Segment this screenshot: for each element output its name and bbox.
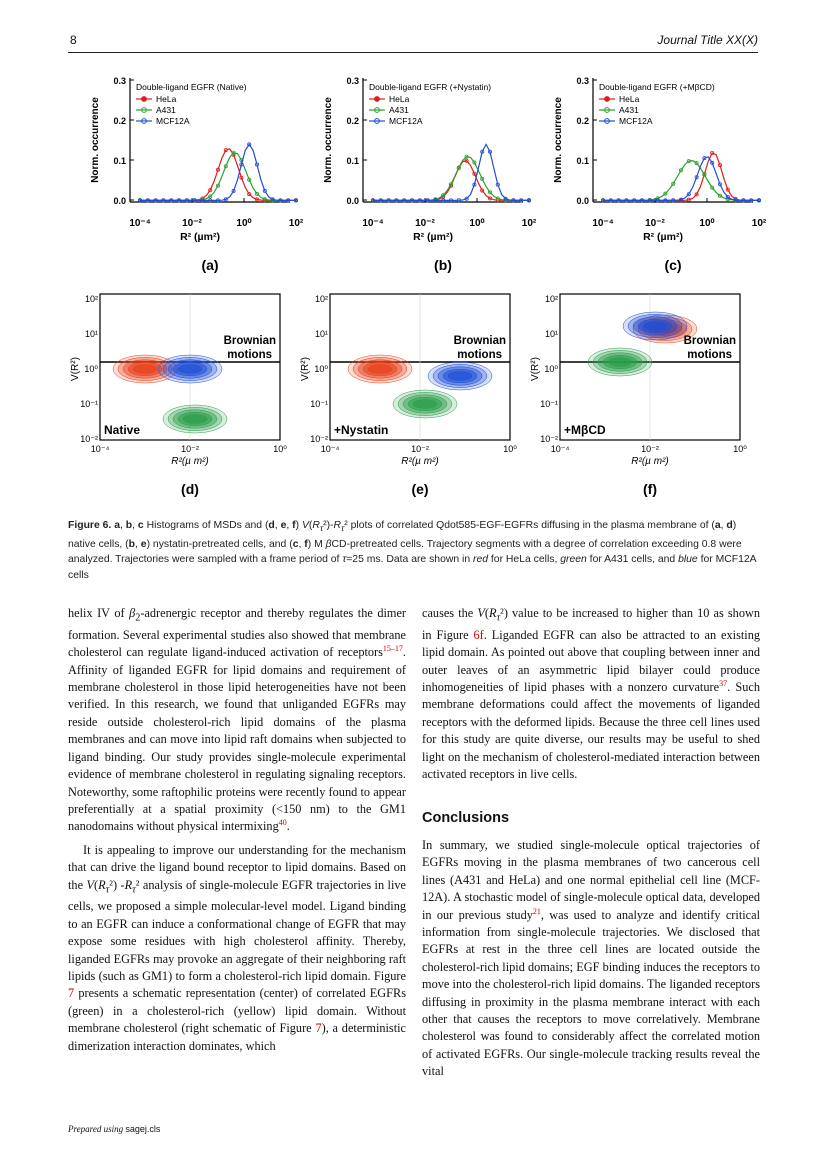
legend-label: HeLa xyxy=(156,94,177,104)
footer-prefix: Prepared using xyxy=(68,1124,126,1134)
legend-label: A431 xyxy=(619,105,639,115)
right-column xyxy=(422,605,760,1081)
x-tick-label: 10⁻² xyxy=(415,218,435,229)
y-axis-label: Norm. occurrence xyxy=(90,97,101,183)
y-axis-label: V(R²) xyxy=(530,357,541,381)
y-tick-label: 10⁰ xyxy=(84,364,98,374)
panel-letter: (d) xyxy=(181,481,199,497)
density-contour xyxy=(448,372,472,381)
x-tick-label: 10⁰ xyxy=(733,444,747,454)
y-axis-label: V(R²) xyxy=(300,357,311,381)
x-axis-label: R²(µ m²) xyxy=(401,456,439,467)
y-tick-label: 0.2 xyxy=(113,116,126,126)
legend-marker xyxy=(375,97,380,102)
y-tick-label: 0.1 xyxy=(113,156,126,166)
density-contour xyxy=(183,415,207,424)
x-tick-label: 10⁻⁴ xyxy=(129,218,151,229)
density-contour xyxy=(608,358,632,367)
annotation-motions: motions xyxy=(687,349,732,361)
paragraph: causes the $V(R_\tau^2)$ value to be increased to higher than 10 as shown in Figure 6f. Liganded EGFR can also be attracted to an existing lipid domain. As pointed out above that coupling between inner and outer leaves of an asymmetric lipid bilayer could produce inhomogeneities of lipid phases with a nonzero curvature$^{37}$. Such membrane deformations could affect the movements of liganded receptors with the deformed lipids. Because the three cell lines used for this study are quite diverse, our results may be useful to shed light on the mechanism of cholesterol-mediated interaction between activated receptors in live cells. xyxy=(422,606,760,782)
histogram-panel-2 xyxy=(323,76,537,273)
series-line-a431 xyxy=(373,157,529,201)
y-tick-label: 0.1 xyxy=(576,156,589,166)
annotation-brownian: Brownian xyxy=(453,335,506,347)
footer-cls: sagej.cls xyxy=(125,1124,161,1134)
x-tick-label: 10⁰ xyxy=(469,218,485,229)
x-tick-label: 10⁻² xyxy=(641,444,659,454)
panel-letter: (f) xyxy=(643,481,657,497)
density-panel-3 xyxy=(530,294,747,497)
legend-label: A431 xyxy=(156,105,176,115)
annotation-brownian: Brownian xyxy=(683,335,736,347)
histogram-panel-3 xyxy=(553,76,767,273)
x-axis-label: R² (µm²) xyxy=(180,231,220,243)
x-tick-label: 10⁰ xyxy=(236,218,252,229)
y-tick-label: 0.3 xyxy=(576,76,589,86)
x-tick-label: 10⁻² xyxy=(182,218,202,229)
series-line-hela xyxy=(140,149,296,201)
y-tick-label: 0.0 xyxy=(576,196,589,206)
panel-letter: (e) xyxy=(411,481,429,497)
page-footer xyxy=(68,1124,160,1134)
annotation-motions: motions xyxy=(457,349,502,361)
x-tick-label: 10⁻⁴ xyxy=(320,444,340,454)
figure-6 xyxy=(68,66,767,516)
y-tick-label: 10² xyxy=(84,294,98,304)
panel-letter: (b) xyxy=(434,257,452,273)
legend-label: HeLa xyxy=(389,94,410,104)
y-tick-label: 0.0 xyxy=(113,196,126,206)
y-axis-label: Norm. occurrence xyxy=(323,97,334,183)
page-number: 8 xyxy=(70,33,77,47)
x-tick-label: 10⁰ xyxy=(699,218,715,229)
legend-label: A431 xyxy=(389,105,409,115)
condition-label: +MβCD xyxy=(564,423,606,437)
x-tick-label: 10⁻⁴ xyxy=(90,444,110,454)
y-tick-label: 0.3 xyxy=(113,76,126,86)
annotation-motions: motions xyxy=(227,349,272,361)
annotation-brownian: Brownian xyxy=(223,335,276,347)
condition-label: +Nystatin xyxy=(334,423,389,437)
panel-letter: (c) xyxy=(664,257,682,273)
series-line-a431 xyxy=(140,153,296,201)
x-axis-label: R² (µm²) xyxy=(643,231,683,243)
condition-label: Native xyxy=(104,423,141,437)
series-line-mcf12a xyxy=(373,144,529,200)
y-tick-label: 10⁰ xyxy=(314,364,328,374)
series-line-hela xyxy=(603,153,759,200)
y-tick-label: 10¹ xyxy=(314,329,328,339)
x-axis-label: R² (µm²) xyxy=(413,231,453,243)
y-tick-label: 0.3 xyxy=(346,76,359,86)
y-tick-label: 10¹ xyxy=(544,329,558,339)
x-axis-label: R²(µ m²) xyxy=(171,456,209,467)
paragraph: It is appealing to improve our understanding for the mechanism that can drive the ligand bound receptor to lipid domains. Based on the $V(R_\tau^2)$ $-R_\tau^2$ analysis of single-molecule EGFR trajectories in live cells, we proposed a simple molecular-level model. Ligand binding to an EGFR can induce a conformational change of EGFR that may expose some residues with high cholesterol affinity. Thereby, liganded EGFRs may provoke an aggregate of their neighboring raft lipids (such as GM1) to form a cholesterol-rich lipid domain. Figure 7 presents a schematic representation (center) of correlated EGFRs (green) in a cholesterol-rich (yellow) lipid domain. Without membrane cholesterol (right schematic of Figure 7), a deterministic dimerization interaction dominates, which xyxy=(68,842,407,1053)
y-axis-label: V(R²) xyxy=(70,357,81,381)
y-tick-label: 10⁻¹ xyxy=(310,399,328,409)
section-heading: Conclusions xyxy=(422,809,510,826)
y-tick-label: 10⁰ xyxy=(544,364,558,374)
series-line-mcf12a xyxy=(603,157,759,201)
page-header xyxy=(68,30,758,52)
y-axis-label: Norm. occurrence xyxy=(553,97,564,183)
x-tick-label: 10⁻⁴ xyxy=(592,218,614,229)
y-tick-label: 10⁻² xyxy=(80,434,98,444)
x-tick-label: 10⁰ xyxy=(503,444,517,454)
density-contour xyxy=(178,365,202,374)
series-line-mcf12a xyxy=(140,144,296,200)
legend-label: MCF12A xyxy=(389,116,423,126)
y-tick-label: 10⁻² xyxy=(310,434,328,444)
panel-letter: (a) xyxy=(201,257,219,273)
paragraph: helix IV of $\beta_2$-adrenergic receptor and thereby regulates the dimer formation. Several experimental studies also showed that membrane cholesterol can regulate ligand-induced activation of receptors$^{15-17}$. Affinity of liganded EGFR for lipid domains and requirement of membrane cholesterol in those lipid heterogeneities have not been verified. In this research, we found that unliganded EGFRs may reside outside cholesterol-rich lipid domains of the plasma membranes and can move into lipid raft domains when subjected to ligand binding. Our study provides single-molecule experimental evidence of membrane cholesterol in regulating signaling receptors. Noteworthy, some raftophilic proteins were recently found to appear preferentially at a spatial proximity (<150 nm) to the GM1 nanodomains without physical intermixing$^{40}$. xyxy=(68,606,406,834)
y-tick-label: 10⁻¹ xyxy=(80,399,98,409)
legend-title: Double-ligand EGFR (Native) xyxy=(136,82,247,92)
x-tick-label: 10⁻² xyxy=(181,444,199,454)
density-panel-1 xyxy=(70,294,287,497)
legend-label: MCF12A xyxy=(619,116,653,126)
legend-label: HeLa xyxy=(619,94,640,104)
y-tick-label: 10⁻¹ xyxy=(540,399,558,409)
x-tick-label: 10⁻⁴ xyxy=(550,444,570,454)
x-tick-label: 10² xyxy=(288,218,304,229)
histogram-panel-1 xyxy=(90,76,304,273)
x-tick-label: 10⁻⁴ xyxy=(362,218,384,229)
x-axis-label: R²(µ m²) xyxy=(631,456,669,467)
y-tick-label: 10² xyxy=(544,294,558,304)
x-tick-label: 10² xyxy=(751,218,767,229)
caption-label: Figure 6. xyxy=(68,520,112,531)
legend-title: Double-ligand EGFR (+Nystatin) xyxy=(369,82,492,92)
x-tick-label: 10⁰ xyxy=(273,444,287,454)
x-tick-label: 10⁻² xyxy=(645,218,665,229)
y-tick-label: 0.2 xyxy=(576,116,589,126)
density-contour xyxy=(133,365,157,374)
y-tick-label: 0.0 xyxy=(346,196,359,206)
journal-title: Journal Title XX(X) xyxy=(657,33,758,47)
legend-title: Double-ligand EGFR (+MβCD) xyxy=(599,82,715,92)
density-panel-2 xyxy=(300,294,517,497)
x-tick-label: 10⁻² xyxy=(411,444,429,454)
y-tick-label: 0.1 xyxy=(346,156,359,166)
header-rule xyxy=(68,52,758,53)
figure-caption xyxy=(68,518,760,583)
left-column xyxy=(68,605,406,1055)
paragraph: In summary, we studied single-molecule optical trajectories of EGFRs moving in the plasma membranes of two cancerous cell lines (A431 and HeLa) and one normal epithelial cell line (MCF-12A). A stochastic model of single-molecule optical data, developed in our previous study$^{21}$, was used to analyze and identify critical information from single-molecule trajectories. We disclosed that EGFRs at rest in the three cell lines are located outside the cholesterol-rich lipid domains; EGF binding induces the receptors to move into the cholesterol-rich lipid domains. The liganded receptors diffusing in proximity in the plasma membrane interact with each other that causes the receptors to move correlatively. Membrane cholesterol was found to considerably affect the correlated motion of activated EGFRs. Our single-molecule tracking results reveal the vital xyxy=(422,837,760,1079)
y-tick-label: 10² xyxy=(314,294,328,304)
legend-marker xyxy=(605,97,610,102)
series-line-hela xyxy=(373,161,529,201)
y-tick-label: 10⁻² xyxy=(540,434,558,444)
density-contour xyxy=(413,400,437,409)
caption-text: a, b, c Histograms of MSDs and (d, e, f) $V(R_\tau^2)-R_\tau^2$ plots of correlated Qdot585-EGF-EGFRs diffusing in the plasma membrane of (a, d) native cells, (b, e) nystatin-pretreated cells, and (c, f) M βCD-pretreated cells. Trajectory segments with a degree of correlation exceeding 0.8 were analyzed. Trajectories were sampled with a frame period of τ=25 ms. Data are shown in red for HeLa cells, green for A431 cells, and blue for MCF12A cells xyxy=(68,520,757,581)
density-contour xyxy=(368,365,392,374)
density-contour xyxy=(643,322,667,331)
legend-label: MCF12A xyxy=(156,116,190,126)
legend-marker xyxy=(142,97,147,102)
y-tick-label: 10¹ xyxy=(84,329,98,339)
x-tick-label: 10² xyxy=(521,218,537,229)
y-tick-label: 0.2 xyxy=(346,116,359,126)
series-line-a431 xyxy=(603,161,759,201)
